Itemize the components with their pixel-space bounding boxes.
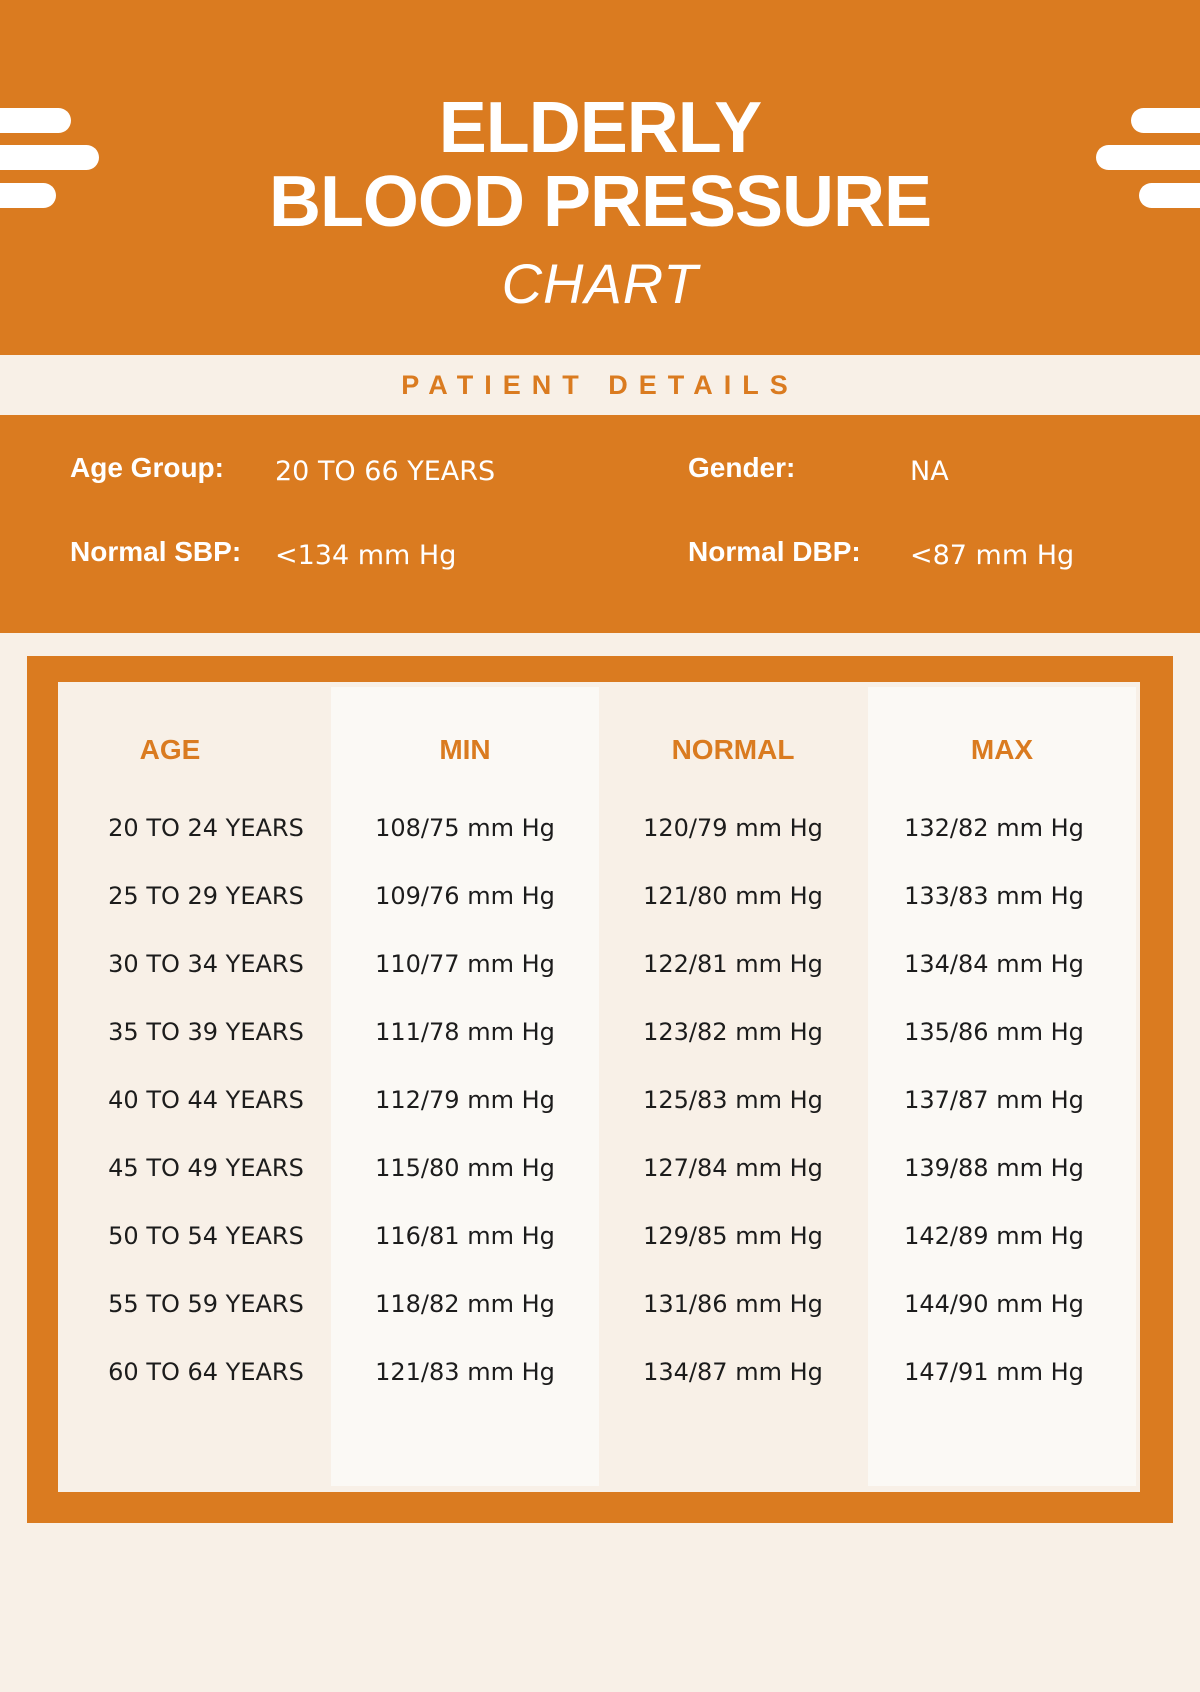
max-cell: 134/84 mm Hg <box>904 950 1084 978</box>
age-cell: 55 TO 59 YEARS <box>108 1290 304 1318</box>
normal-sbp-value: <134 mm Hg <box>275 540 457 571</box>
normal-cell: 120/79 mm Hg <box>643 814 823 842</box>
normal-cell: 121/80 mm Hg <box>643 882 823 910</box>
age-group-label: Age Group: <box>70 452 224 483</box>
min-cell: 116/81 mm Hg <box>375 1222 555 1250</box>
gender-label: Gender: <box>688 452 796 483</box>
patient-details-panel <box>0 415 1200 633</box>
header-banner <box>0 0 1200 355</box>
max-cell: 139/88 mm Hg <box>904 1154 1084 1182</box>
normal-cell: 134/87 mm Hg <box>643 1358 823 1386</box>
min-cell: 115/80 mm Hg <box>375 1154 555 1182</box>
min-cell: 110/77 mm Hg <box>375 950 555 978</box>
age-cell: 40 TO 44 YEARS <box>108 1086 304 1114</box>
patient-details-heading: PATIENT DETAILS <box>401 370 799 400</box>
max-cell: 132/82 mm Hg <box>904 814 1084 842</box>
min-cell: 112/79 mm Hg <box>375 1086 555 1114</box>
age-cell: 60 TO 64 YEARS <box>108 1358 304 1386</box>
age-cell: 25 TO 29 YEARS <box>108 882 304 910</box>
normal-cell: 125/83 mm Hg <box>643 1086 823 1114</box>
age-cell: 45 TO 49 YEARS <box>108 1154 304 1182</box>
min-cell: 121/83 mm Hg <box>375 1358 555 1386</box>
normal-cell: 123/82 mm Hg <box>643 1018 823 1046</box>
age-cell: 20 TO 24 YEARS <box>108 814 304 842</box>
max-cell: 142/89 mm Hg <box>904 1222 1084 1250</box>
gender-value: NA <box>910 456 949 487</box>
normal-dbp-value: <87 mm Hg <box>910 540 1075 571</box>
min-cell: 118/82 mm Hg <box>375 1290 555 1318</box>
header-min: MIN <box>439 734 491 765</box>
header-max: MAX <box>970 734 1034 765</box>
age-group-value: 20 TO 66 YEARS <box>275 456 496 487</box>
blood-pressure-table <box>58 682 1140 1492</box>
max-cell: 135/86 mm Hg <box>904 1018 1084 1046</box>
normal-cell: 127/84 mm Hg <box>643 1154 823 1182</box>
max-cell: 137/87 mm Hg <box>904 1086 1084 1114</box>
normal-cell: 122/81 mm Hg <box>643 950 823 978</box>
age-cell: 35 TO 39 YEARS <box>108 1018 304 1046</box>
normal-cell: 129/85 mm Hg <box>643 1222 823 1250</box>
title-line-2: BLOOD PRESSURE <box>268 162 932 242</box>
max-cell: 147/91 mm Hg <box>904 1358 1084 1386</box>
min-cell: 109/76 mm Hg <box>375 882 555 910</box>
age-cell: 30 TO 34 YEARS <box>108 950 304 978</box>
min-cell: 111/78 mm Hg <box>375 1018 555 1046</box>
title-line-1: ELDERLY <box>438 88 762 168</box>
max-cell: 144/90 mm Hg <box>904 1290 1084 1318</box>
normal-sbp-label: Normal SBP: <box>70 536 242 567</box>
age-cell: 50 TO 54 YEARS <box>108 1222 304 1250</box>
header-normal: NORMAL <box>671 734 795 765</box>
title-line-3: CHART <box>501 252 699 315</box>
normal-dbp-label: Normal DBP: <box>688 536 861 567</box>
header-age: AGE <box>139 734 201 765</box>
normal-cell: 131/86 mm Hg <box>643 1290 823 1318</box>
min-cell: 108/75 mm Hg <box>375 814 555 842</box>
max-cell: 133/83 mm Hg <box>904 882 1084 910</box>
